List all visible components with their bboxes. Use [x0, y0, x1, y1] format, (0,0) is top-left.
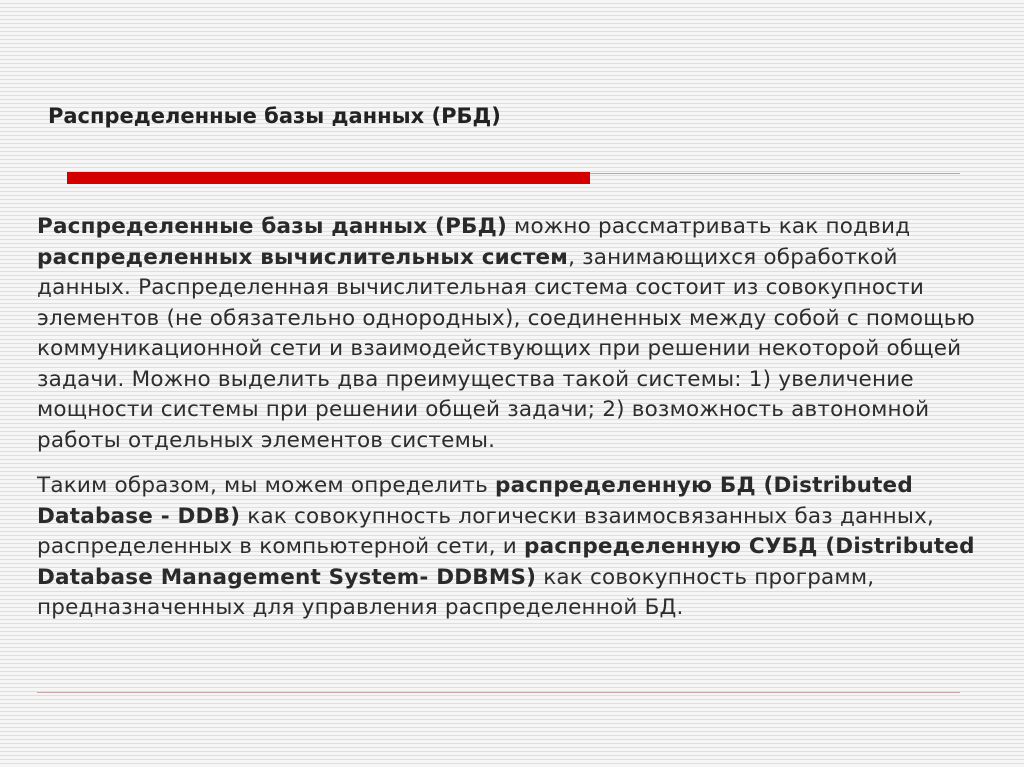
- text-fragment: как совокупность программ, предназначенных для управления распределенной БД.: [37, 564, 875, 620]
- term-distributed-computing-systems: распределенных вычислительных систем: [37, 244, 569, 270]
- paragraph-ddb-ddbms: [37, 471, 992, 624]
- term-ddb: распределенную БД (Distributed Database - DDB): [37, 473, 913, 529]
- text-fragment: Таким образом, мы можем определить: [37, 473, 496, 498]
- text-fragment: , занимающихся обработкой данных. Распределенная вычислительная система состоит из совокупности элементов (не обязательно однородных), соединенных между собой с помощью коммуникационной сети и взаимодействующих при решении некоторой общей задачи. Можно выделить два преимущества такой системы: 1) увеличение мощности системы при решении общей задачи; 2) возможность автономной работы отдельных элементов системы.: [37, 244, 975, 453]
- paragraph-definition: [37, 212, 992, 456]
- term-ddbms: распределенную СУБД (Distributed Database Management System- DDBMS): [37, 534, 975, 590]
- term-rbd: Распределенные базы данных (РБД): [37, 214, 507, 239]
- slide-title: Распределенные базы данных (РБД): [48, 104, 501, 128]
- text-fragment: как совокупность логически взаимосвязанных баз данных, распределенных в компьютерной сети, и: [37, 503, 935, 559]
- title-thin-rule: [590, 173, 960, 174]
- slide-body: [37, 212, 992, 639]
- footer-rule: [37, 692, 960, 693]
- title-accent-rule: [67, 172, 590, 184]
- text-fragment: можно рассматривать как подвид: [507, 214, 911, 239]
